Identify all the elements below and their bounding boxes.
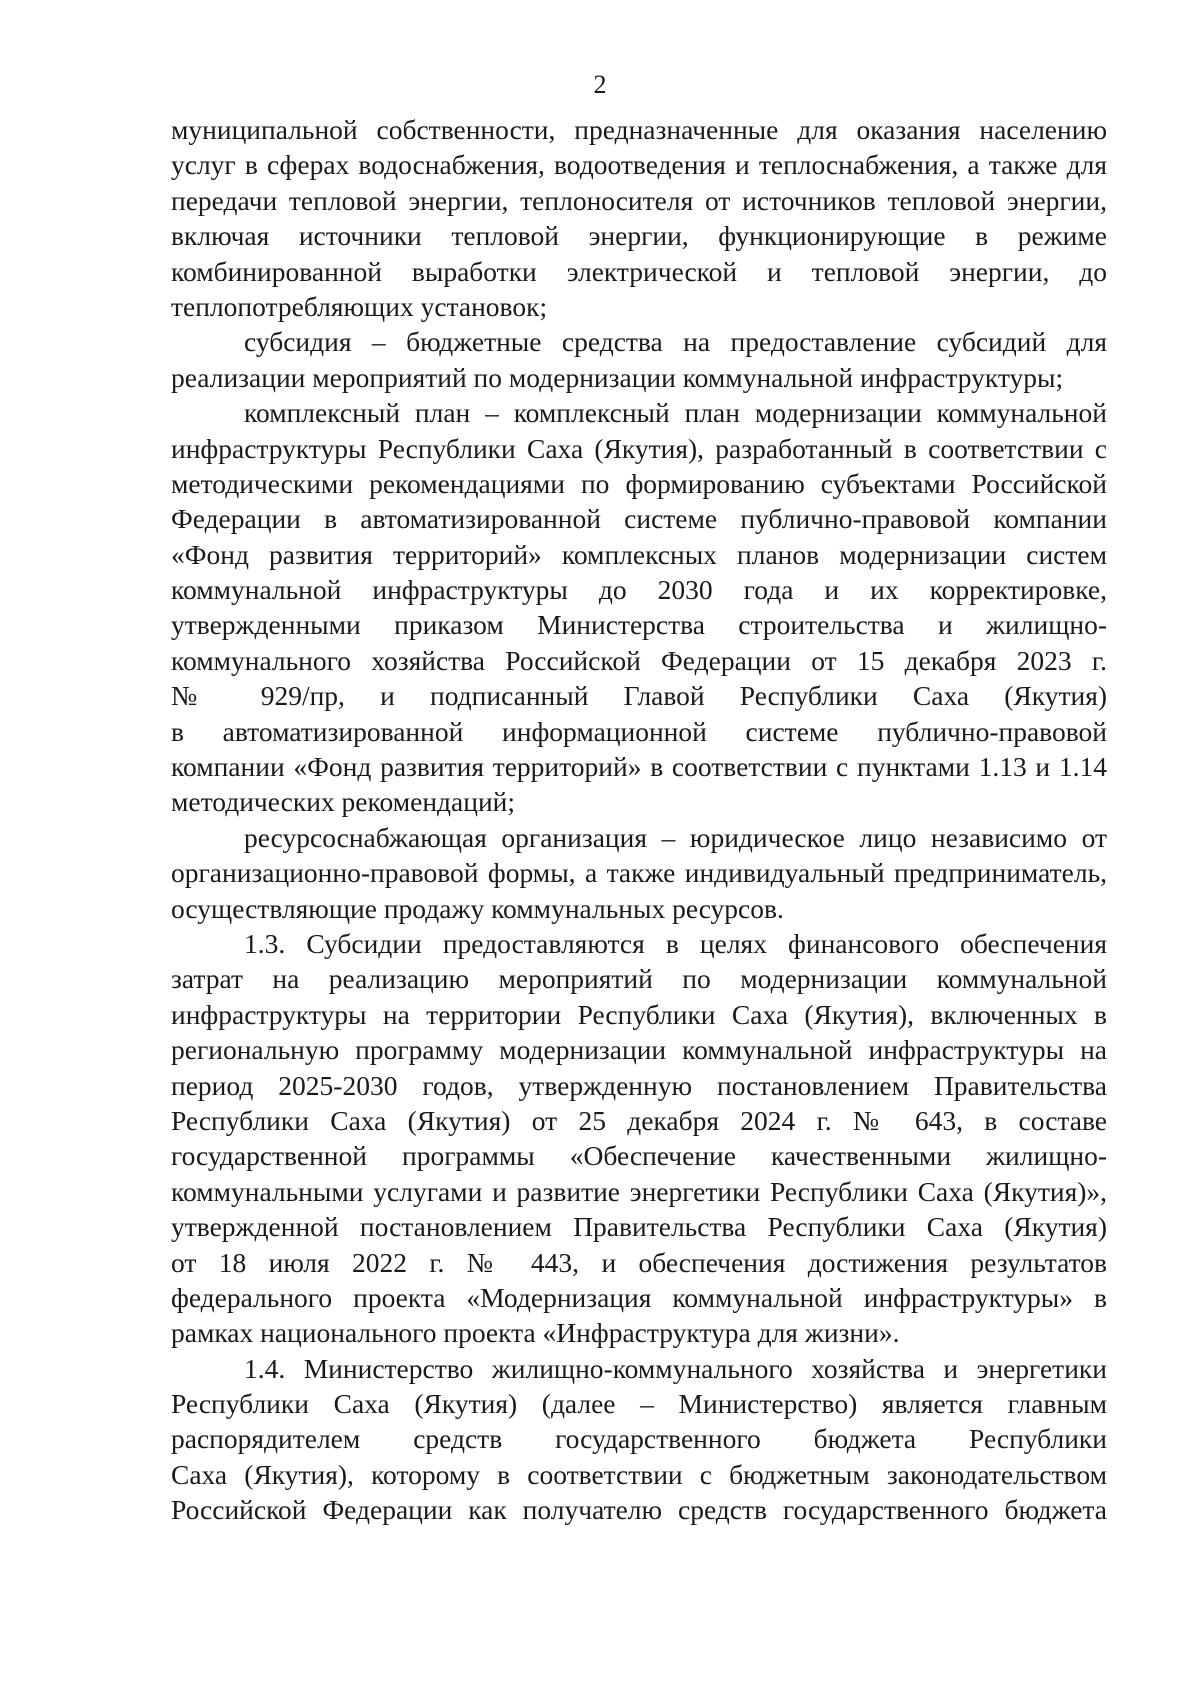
text-line: региональную программу модернизации коммунальной инфраструктуры на [171, 1034, 1107, 1066]
text-line: коммунальной инфраструктуры до 2030 года и их корректировке, [171, 574, 1107, 606]
text-line: инфраструктуры Республики Саха (Якутия), разработанный в соответствии с [171, 432, 1107, 464]
text-line: 1.3. Субсидии предоставляются в целях финансового обеспечения [244, 927, 1107, 959]
text-line: «Фонд развития территорий» комплексных планов модернизации систем [171, 538, 1107, 570]
text-line: инфраструктуры на территории Республики Саха (Якутия), включенных в [171, 998, 1107, 1030]
text-line: от 18 июля 2022 г. № 443, и обеспечения достижения результатов [171, 1246, 1107, 1278]
text-line: осуществляющие продажу коммунальных ресурсов. [171, 892, 784, 924]
text-line: ресурсоснабжающая организация – юридическое лицо независимо от [244, 821, 1107, 853]
text-line: Саха (Якутия), которому в соответствии с бюджетным законодательством [171, 1458, 1107, 1490]
text-line: теплопотребляющих установок; [171, 290, 548, 322]
text-line: включая источники тепловой энергии, функционирующие в режиме [171, 220, 1107, 252]
page-number: 2 [593, 70, 607, 99]
text-line: федерального проекта «Модернизация коммунальной инфраструктуры» в [171, 1281, 1107, 1313]
text-line: Федерации в автоматизированной системе публично-правовой компании [171, 503, 1107, 535]
text-line: 1.4. Министерство жилищно-коммунального хозяйства и энергетики [244, 1352, 1107, 1384]
text-line: в автоматизированной информационной системе публично-правовой [171, 715, 1107, 747]
text-line: организационно-правовой формы, а также индивидуальный предприниматель, [171, 857, 1107, 889]
document-body [171, 112, 1107, 1528]
text-line: период 2025-2030 годов, утвержденную постановлением Правительства [171, 1069, 1107, 1101]
text-line: услуг в сферах водоснабжения, водоотведения и теплоснабжения, а также для [171, 149, 1107, 181]
text-line: Республики Саха (Якутия) (далее – Министерство) является главным [171, 1388, 1107, 1420]
text-line: Российской Федерации как получателю средств государственного бюджета [171, 1494, 1107, 1526]
text-line: коммунальными услугами и развитие энергетики Республики Саха (Якутия)», [171, 1175, 1107, 1207]
text-line: методических рекомендаций; [171, 786, 516, 818]
text-line: субсидия – бюджетные средства на предоставление субсидий для [244, 326, 1107, 358]
text-line: рамках национального проекта «Инфраструктура для жизни». [171, 1317, 900, 1349]
text-line: государственной программы «Обеспечение качественными жилищно- [171, 1140, 1107, 1172]
text-line: комплексный план – комплексный план модернизации коммунальной [244, 397, 1107, 429]
text-line: распорядителем средств государственного бюджета Республики [171, 1423, 1107, 1455]
text-line: передачи тепловой энергии, теплоносителя от источников тепловой энергии, [171, 184, 1107, 216]
text-line: утвержденными приказом Министерства строительства и жилищно- [171, 609, 1107, 641]
text-line: коммунального хозяйства Российской Федерации от 15 декабря 2023 г. [171, 644, 1107, 676]
text-line: реализации мероприятий по модернизации коммунальной инфраструктуры; [171, 361, 1064, 393]
text-line: Республики Саха (Якутия) от 25 декабря 2024 г. № 643, в составе [171, 1104, 1107, 1136]
text-line: № 929/пр, и подписанный Главой Республики Саха (Якутия) [171, 680, 1107, 712]
text-line: затрат на реализацию мероприятий по модернизации коммунальной [171, 963, 1107, 995]
text-line: комбинированной выработки электрической и тепловой энергии, до [171, 255, 1107, 287]
text-line: утвержденной постановлением Правительства Республики Саха (Якутия) [171, 1211, 1107, 1243]
text-line: муниципальной собственности, предназначенные для оказания населению [171, 114, 1107, 145]
text-line: компании «Фонд развития территорий» в соответствии с пунктами 1.13 и 1.14 [171, 751, 1107, 783]
text-line: методическими рекомендациями по формированию субъектами Российской [171, 467, 1107, 499]
